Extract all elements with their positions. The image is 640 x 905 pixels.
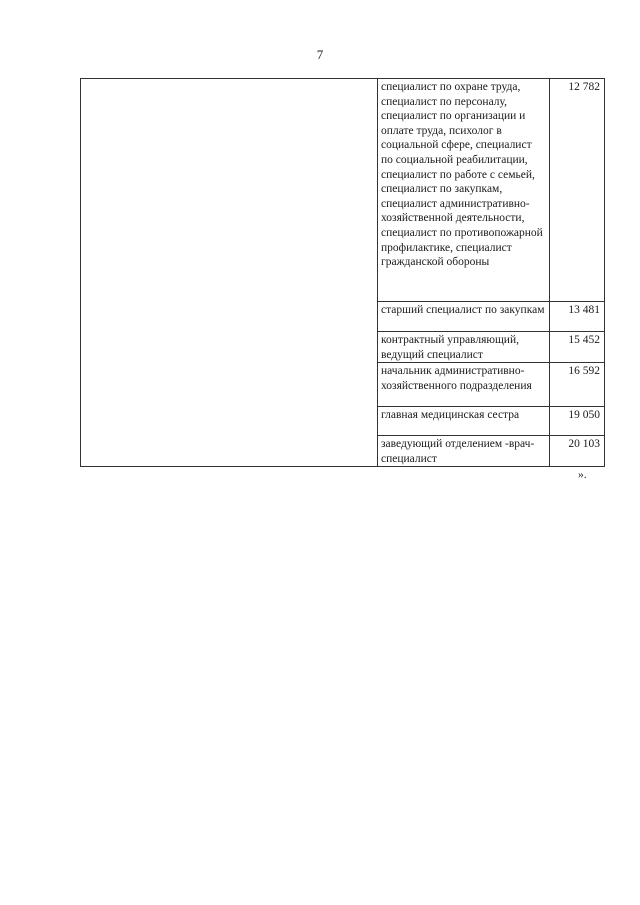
position-cell: главная медицинская сестра xyxy=(378,407,550,436)
salary-table xyxy=(80,78,605,467)
salary-cell: 20 103 xyxy=(550,436,605,467)
page-number: 7 xyxy=(316,47,324,62)
position-cell: специалист по охране труда, специалист по персоналу, специалист по организации и оплате труда, психолог в социальной сфере, специалист по социальной реабилитации, специалист по работе с семьей, специалист по закупкам, специалист административно-хозяйственной деятельности, специалист по противопожарной профилактике, специалист гражданской обороны xyxy=(378,79,550,302)
position-cell: контрактный управляющий, ведущий специалист xyxy=(378,332,550,363)
salary-cell: 16 592 xyxy=(550,363,605,407)
qualification-group-cell xyxy=(81,79,378,467)
closing-quote-mark: ». xyxy=(578,469,587,481)
salary-cell: 13 481 xyxy=(550,302,605,332)
position-cell: начальник административно-хозяйственного подразделения xyxy=(378,363,550,407)
salary-cell: 15 452 xyxy=(550,332,605,363)
position-cell: заведующий отделением -врач-специалист xyxy=(378,436,550,467)
table-row xyxy=(81,79,605,302)
position-cell: старший специалист по закупкам xyxy=(378,302,550,332)
salary-cell: 12 782 xyxy=(550,79,605,302)
salary-cell: 19 050 xyxy=(550,407,605,436)
